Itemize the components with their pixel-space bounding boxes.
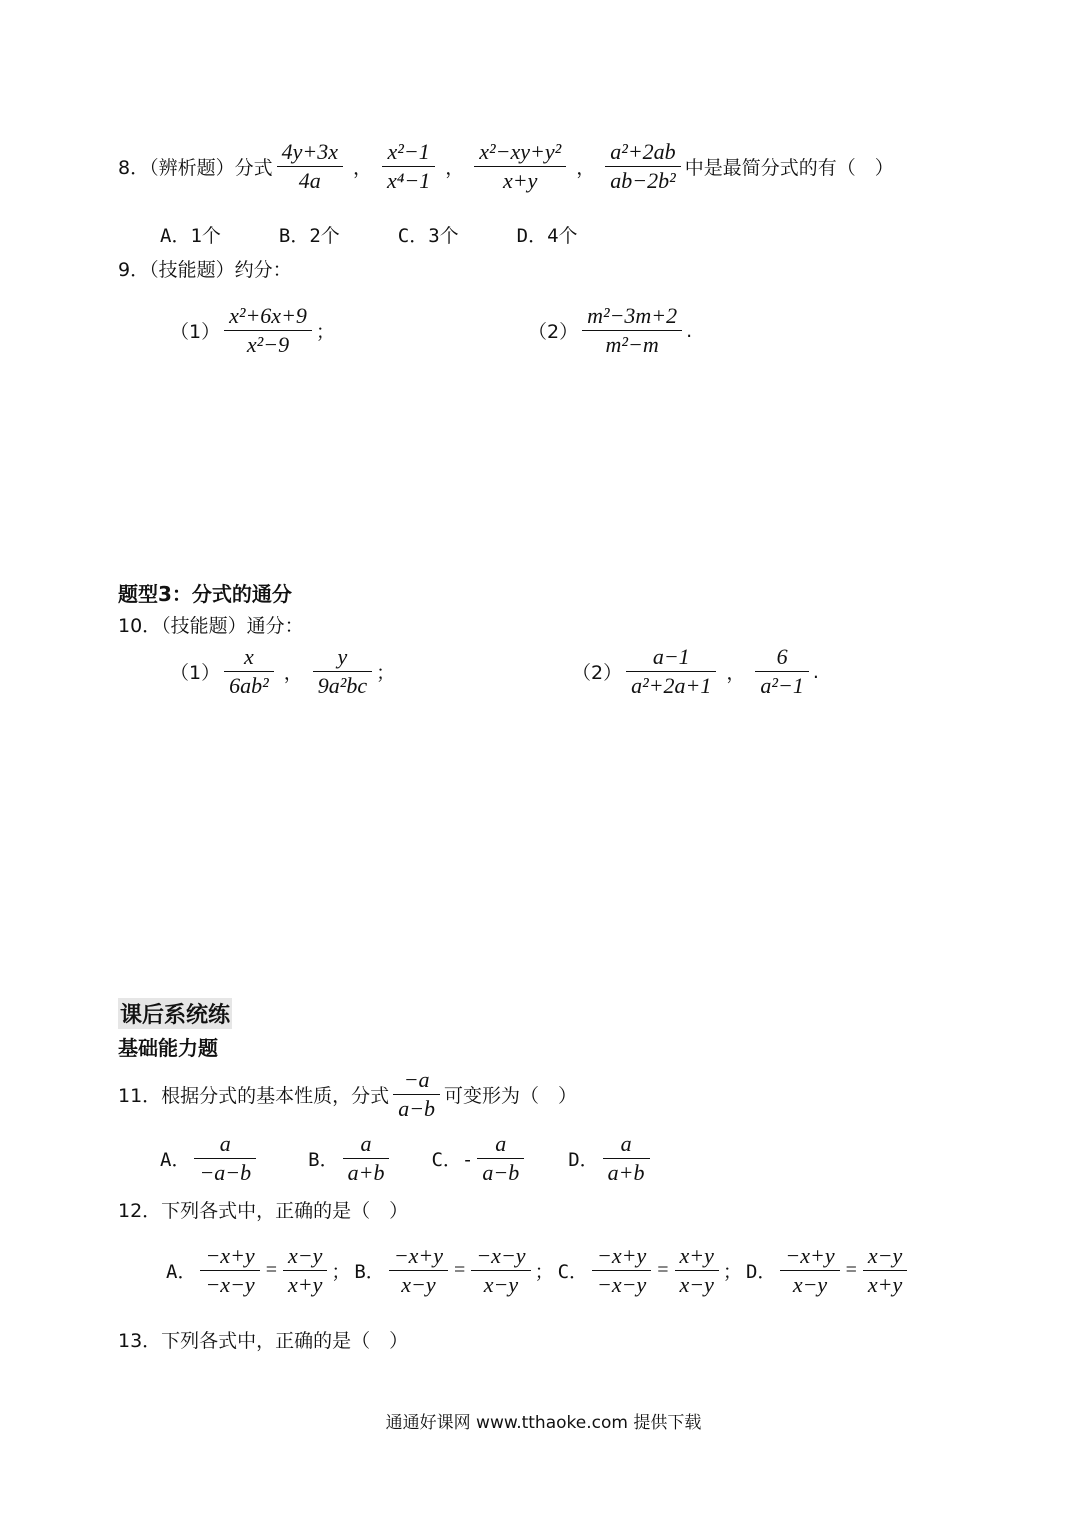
denominator: −a−b [199, 1160, 252, 1185]
numerator: a [620, 1131, 632, 1156]
option-end: ； [722, 1261, 742, 1283]
q8-frac-1 [277, 138, 343, 195]
denominator: x+y [287, 1272, 323, 1297]
basic-ability-heading [118, 1032, 218, 1061]
q10-frac-2b [755, 643, 808, 700]
numerator: −x+y [205, 1243, 255, 1268]
q12-b-left [389, 1242, 448, 1299]
denominator: m²−m [605, 332, 659, 357]
denominator: x−y [483, 1272, 519, 1297]
q10-part-1 [170, 643, 395, 700]
footer-credit: 通通好课网 www.tthaoke.com 提供下载 [385, 1413, 702, 1433]
denominator: 4a [298, 168, 321, 193]
q11-options [160, 1130, 654, 1187]
numerator: −a [403, 1067, 430, 1092]
q12-c-right [675, 1242, 719, 1299]
q9-frac-2 [582, 302, 682, 359]
q10-stem: 10．（技能题）通分： [118, 615, 304, 637]
q10-stem-line [118, 611, 304, 638]
q12-a-left [200, 1242, 259, 1299]
denominator: x+y [867, 1272, 903, 1297]
denominator: x²−9 [246, 332, 290, 357]
numerator: −x+y [597, 1243, 647, 1268]
option-label: C．- [431, 1149, 474, 1171]
option-label: C． [557, 1261, 589, 1283]
option-label: D． [745, 1261, 777, 1283]
denominator: x−y [679, 1272, 714, 1297]
q8-option-a: A．1个 [160, 225, 221, 247]
q11-option-d [603, 1130, 650, 1187]
q8-tail: 中是最简分式的有（ ） [684, 157, 894, 179]
q12-stem-line [118, 1196, 408, 1223]
numerator: −x+y [393, 1243, 444, 1268]
section-subtitle: 基础能力题 [118, 1036, 218, 1060]
equals-sign: = [265, 1259, 277, 1281]
section-3-heading [118, 578, 292, 607]
numerator: a [495, 1131, 507, 1156]
denominator: x−y [401, 1272, 436, 1297]
part-label: （2） [528, 321, 579, 343]
q8-frac-4 [605, 138, 680, 195]
q10-frac-2a [626, 643, 716, 700]
comma: ， [726, 662, 746, 684]
denominator: 9a²bc [317, 673, 368, 698]
denominator: x−y [792, 1272, 828, 1297]
part-label: （2） [572, 662, 623, 684]
q9-part-1 [170, 302, 335, 359]
numerator: x+y [679, 1243, 714, 1268]
q13-stem-line [118, 1326, 408, 1353]
numerator: 4y+3x [281, 139, 338, 164]
q9-stem-line [118, 255, 292, 282]
numerator: −x−y [476, 1243, 526, 1268]
section-title: 题型3：分式的通分 [118, 582, 292, 606]
q8-option-b: B．2个 [278, 225, 340, 247]
equals-sign: = [845, 1259, 857, 1281]
comma: ， [352, 157, 372, 179]
q11-option-a [194, 1130, 256, 1187]
denominator: a−b [482, 1160, 520, 1185]
option-label: B． [354, 1261, 385, 1283]
numerator: x−y [287, 1243, 323, 1268]
equals-sign: = [657, 1259, 669, 1281]
q8-option-c: C．3个 [397, 225, 459, 247]
option-label: D． [568, 1149, 599, 1171]
denominator: a+b [347, 1160, 385, 1185]
q12-stem: 12．下列各式中，正确的是（ ） [118, 1200, 409, 1222]
q10-part-2 [572, 643, 819, 700]
numerator: x²−xy+y² [479, 139, 562, 164]
q11-line [118, 1066, 577, 1123]
numerator: m²−3m+2 [587, 303, 678, 328]
numerator: 6 [776, 644, 788, 669]
equals-sign: = [454, 1259, 466, 1281]
part-end: ； [376, 662, 396, 684]
section-title: 课后系统练 [118, 998, 232, 1029]
numerator: a [360, 1131, 372, 1156]
numerator: a²+2ab [610, 139, 676, 164]
q12-a-right [283, 1242, 327, 1299]
denominator: x+y [503, 168, 538, 193]
numerator: x²+6x+9 [229, 303, 307, 328]
q12-c-left [592, 1242, 651, 1299]
numerator: a−1 [652, 644, 690, 669]
denominator: a²−1 [760, 673, 804, 698]
numerator: a [219, 1131, 231, 1156]
q9-part-2 [528, 302, 692, 359]
q11-stem: 11．根据分式的基本性质，分式 [118, 1085, 390, 1107]
q11-option-c [477, 1130, 524, 1187]
q12-d-right [863, 1242, 907, 1299]
q13-stem: 13．下列各式中，正确的是（ ） [118, 1330, 409, 1352]
q11-option-b [343, 1130, 390, 1187]
q9-frac-1 [224, 302, 312, 359]
denominator: x⁴−1 [386, 168, 431, 193]
part-end: ； [315, 321, 335, 343]
comma: ， [576, 157, 596, 179]
q10-frac-1b [313, 643, 372, 700]
option-end: ； [331, 1261, 351, 1283]
q12-d-left [780, 1242, 839, 1299]
q11-frac [393, 1066, 440, 1123]
denominator: ab−2b² [610, 168, 676, 193]
comma: ， [445, 157, 465, 179]
denominator: 6ab² [229, 673, 269, 698]
q12-options [166, 1242, 911, 1299]
part-label: （1） [170, 662, 221, 684]
numerator: x−y [867, 1243, 903, 1268]
option-end: ； [534, 1261, 554, 1283]
part-end: . [812, 660, 819, 683]
q8-stem: 8．（辨析题）分式 [118, 157, 273, 179]
q12-b-right [471, 1242, 530, 1299]
numerator: −x+y [785, 1243, 835, 1268]
numerator: x²−1 [387, 139, 430, 164]
option-label: B． [308, 1149, 339, 1171]
q8-frac-3 [474, 138, 566, 195]
comma: ， [283, 662, 303, 684]
part-end: . [686, 319, 693, 342]
denominator: −x−y [597, 1272, 647, 1297]
option-label: A． [166, 1261, 197, 1283]
q8-options [160, 221, 578, 248]
denominator: −x−y [205, 1272, 255, 1297]
numerator: y [337, 644, 348, 669]
part-label: （1） [170, 321, 221, 343]
denominator: a²+2a+1 [631, 673, 712, 698]
after-class-heading [118, 998, 232, 1029]
denominator: a−b [398, 1096, 436, 1121]
q11-tail: 可变形为（ ） [444, 1085, 578, 1107]
q9-stem: 9．（技能题）约分： [118, 259, 292, 281]
numerator: x [244, 644, 254, 669]
denominator: a+b [607, 1160, 645, 1185]
q8-frac-2 [382, 138, 435, 195]
q8-line [118, 138, 894, 195]
q8-option-d: D．4个 [516, 225, 578, 247]
q10-frac-1a [224, 643, 274, 700]
option-label: A． [160, 1149, 191, 1171]
